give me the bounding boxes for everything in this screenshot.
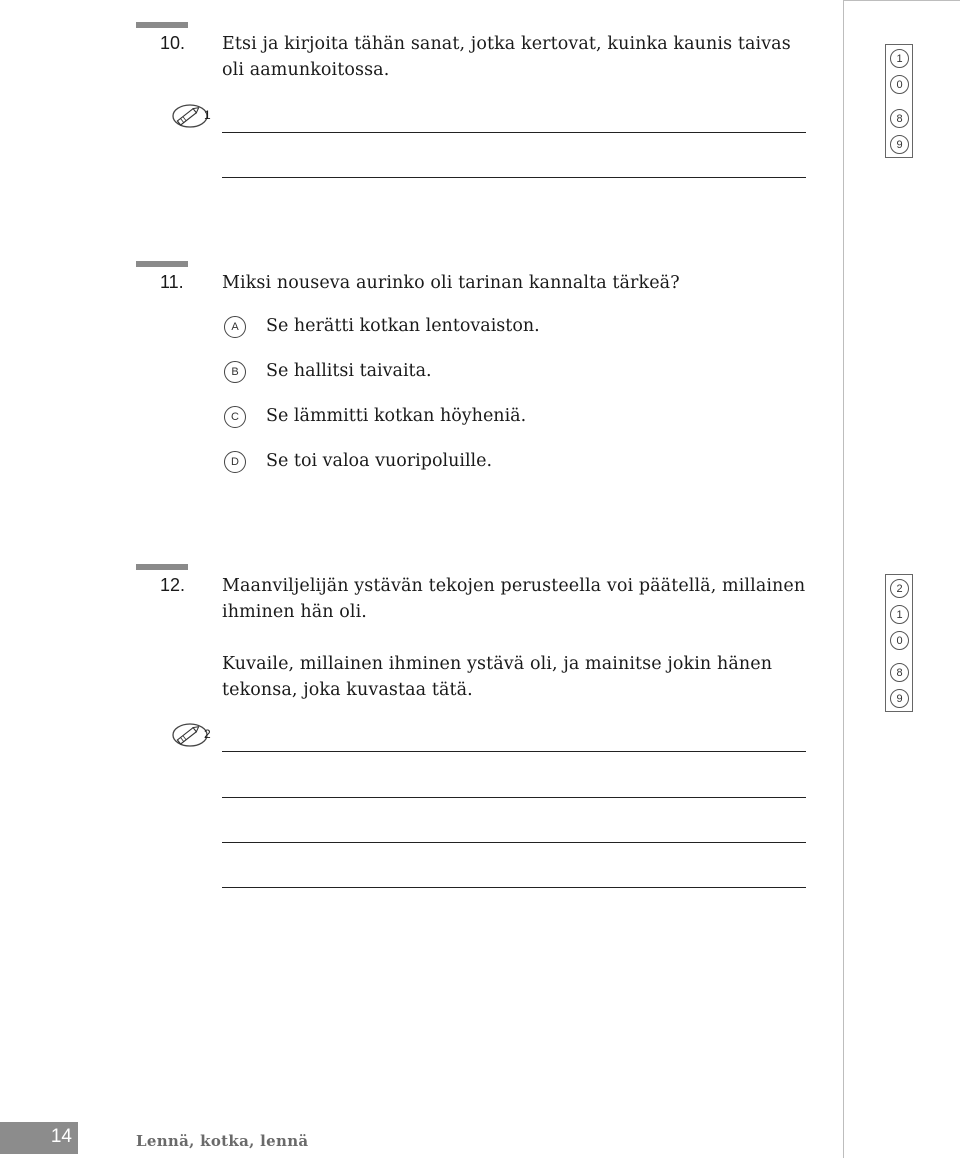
question-12-answer-line-1[interactable]: [222, 751, 806, 752]
score-option-8[interactable]: 8: [890, 663, 909, 682]
pencil-icon: [170, 721, 222, 749]
question-10-text-line2: oli aamunkoitossa.: [222, 60, 390, 80]
option-a-text: Se herätti kotkan lentovaiston.: [266, 316, 540, 336]
question-10-text: [222, 31, 791, 83]
question-12-text-line3: Kuvaile, millainen ihminen ystävä oli, ja mainitse jokin hänen: [222, 654, 773, 674]
question-12-text-line4: tekonsa, joka kuvastaa tätä.: [222, 680, 473, 700]
option-d-text: Se toi valoa vuoripoluille.: [266, 451, 493, 471]
question-12-text: [222, 573, 805, 703]
pencil-icon: [170, 102, 222, 130]
margin-top-rule: [843, 0, 960, 1]
option-d-bubble[interactable]: D: [224, 451, 246, 473]
question-11-marker-bar: [136, 261, 188, 267]
question-12-score-box: [885, 574, 913, 712]
score-option-1[interactable]: 1: [890, 49, 909, 68]
question-10-text-line1: Etsi ja kirjoita tähän sanat, jotka kertovat, kuinka kaunis taivas: [222, 34, 791, 54]
question-10-answer-line-1[interactable]: [222, 132, 806, 133]
score-option-9[interactable]: 9: [890, 135, 909, 154]
question-12-number: 12.: [160, 575, 186, 595]
question-12-answer-line-3[interactable]: [222, 842, 806, 843]
question-12-pencil-badge: [170, 721, 222, 749]
question-10-number: 10.: [160, 33, 186, 53]
question-12-text-line1: Maanviljelijän ystävän tekojen perusteella voi päätellä, millainen: [222, 576, 806, 596]
option-a-bubble[interactable]: A: [224, 316, 246, 338]
question-12-marker-bar: [136, 564, 188, 570]
score-option-0[interactable]: 0: [890, 75, 909, 94]
question-10-answer-line-2[interactable]: [222, 177, 806, 178]
question-11-number: 11.: [160, 272, 184, 292]
question-10-score-box: [885, 44, 913, 158]
option-c-text: Se lämmitti kotkan höyheniä.: [266, 406, 527, 426]
page-number-tab: [0, 1122, 78, 1154]
page-number: 14: [50, 1126, 72, 1147]
footer-book-title: Lennä, kotka, lennä: [136, 1132, 309, 1150]
score-option-2[interactable]: 2: [890, 579, 909, 598]
question-12-answer-line-2[interactable]: [222, 797, 806, 798]
question-10-marker-bar: [136, 22, 188, 28]
score-option-8[interactable]: 8: [890, 109, 909, 128]
score-option-0[interactable]: 0: [890, 631, 909, 650]
question-12-text-line2: ihminen hän oli.: [222, 602, 367, 622]
question-12-points: 2: [204, 727, 211, 741]
score-option-1[interactable]: 1: [890, 605, 909, 624]
question-10-points: 1: [204, 108, 211, 122]
question-12-answer-line-4[interactable]: [222, 887, 806, 888]
question-10-pencil-badge: [170, 102, 222, 130]
option-b-bubble[interactable]: B: [224, 361, 246, 383]
question-11-text: Miksi nouseva aurinko oli tarinan kannalta tärkeä?: [222, 273, 680, 293]
option-c-bubble[interactable]: C: [224, 406, 246, 428]
margin-rule: [843, 0, 844, 1158]
score-option-9[interactable]: 9: [890, 689, 909, 708]
option-b-text: Se hallitsi taivaita.: [266, 361, 432, 381]
